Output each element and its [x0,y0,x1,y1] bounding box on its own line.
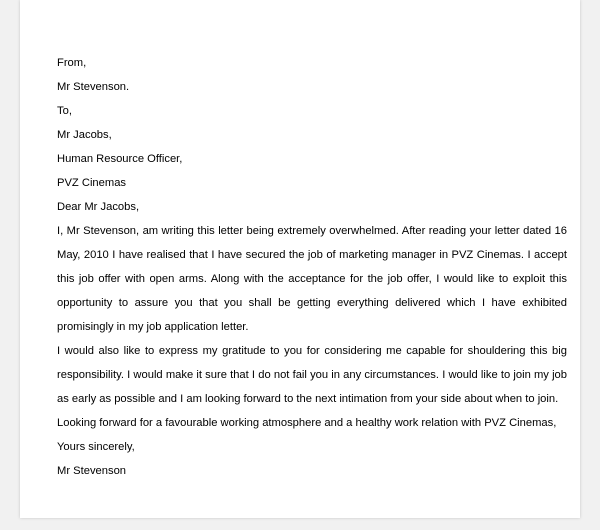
document-page [20,0,580,518]
paragraph-closing-remark: Looking forward for a favourable working atmosphere and a healthy work relation with PVZ Cinemas, [57,417,557,429]
recipient-name: Mr Jacobs, [57,129,112,141]
letter-body [57,51,567,483]
salutation: Dear Mr Jacobs, [57,201,140,213]
signature-name: Mr Stevenson [57,465,127,477]
recipient-company: PVZ Cinemas [57,177,127,189]
recipient-title: Human Resource Officer, [57,153,183,165]
paragraph-acceptance: I, Mr Stevenson, am writing this letter being extremely overwhelmed. After reading your letter dated 16 May, 2010 I have realised that I have secured the job of marketing manager in PVZ Cinemas. I accept this job offer with open arms. Along with the acceptance for the job offer, I would like to exploit this opportunity to assure you that you shall be getting everything delivered which I have exhibited promisingly in my job application letter. [57,225,567,333]
sender-name: Mr Stevenson. [57,81,130,93]
closing: Yours sincerely, [57,441,135,453]
to-label: To, [57,105,72,117]
paragraph-gratitude: I would also like to express my gratitude to you for considering me capable for shouldering this big responsibility. I would make it sure that I do not fail you in any circumstances. I would like to join my job as early as possible and I am looking forward to the next intimation from your side about when to join. [57,345,567,405]
from-label: From, [57,57,87,69]
